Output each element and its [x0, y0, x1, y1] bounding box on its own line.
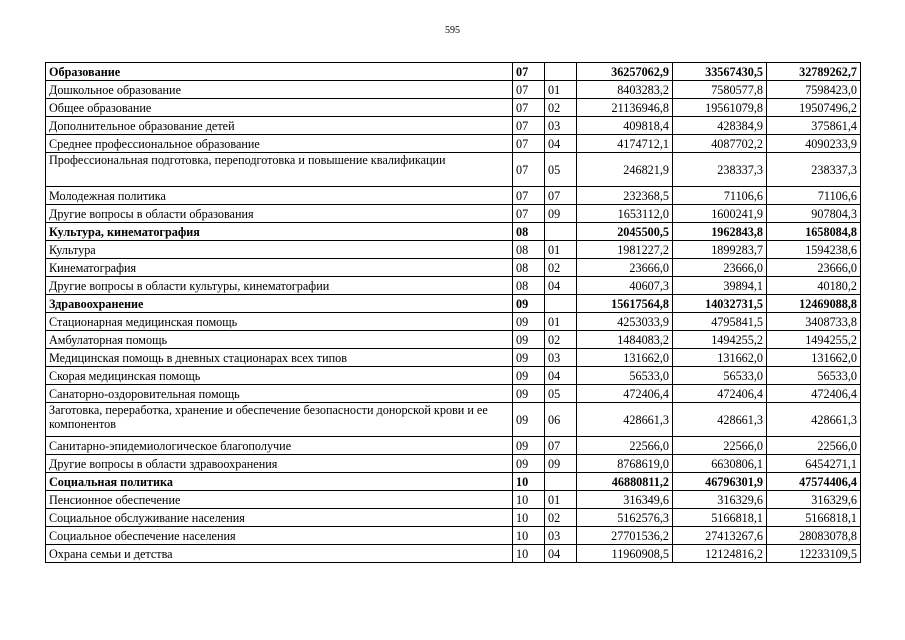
section-code-cell: 09 — [513, 455, 545, 473]
section-code-cell: 10 — [513, 509, 545, 527]
amount-cell-1: 46880811,2 — [577, 473, 673, 491]
section-code-cell: 08 — [513, 241, 545, 259]
amount-cell-2: 1600241,9 — [673, 205, 767, 223]
table-row — [46, 277, 861, 295]
amount-cell-3: 316329,6 — [767, 491, 861, 509]
amount-cell-2: 428384,9 — [673, 117, 767, 135]
row-name-cell: Другие вопросы в области образования — [46, 205, 513, 223]
subsection-code-cell — [545, 63, 577, 81]
amount-cell-1: 23666,0 — [577, 259, 673, 277]
row-name-cell: Образование — [46, 63, 513, 81]
amount-cell-3: 907804,3 — [767, 205, 861, 223]
subsection-code-cell: 02 — [545, 331, 577, 349]
amount-cell-2: 12124816,2 — [673, 545, 767, 563]
amount-cell-2: 46796301,9 — [673, 473, 767, 491]
section-code-cell: 09 — [513, 367, 545, 385]
row-name-cell: Социальное обслуживание населения — [46, 509, 513, 527]
amount-cell-2: 4087702,2 — [673, 135, 767, 153]
table-row — [46, 81, 861, 99]
amount-cell-2: 6630806,1 — [673, 455, 767, 473]
amount-cell-1: 56533,0 — [577, 367, 673, 385]
subsection-code-cell: 01 — [545, 81, 577, 99]
subsection-code-cell: 01 — [545, 491, 577, 509]
subsection-code-cell: 02 — [545, 509, 577, 527]
amount-cell-1: 246821,9 — [577, 153, 673, 187]
table-section-row — [46, 473, 861, 491]
subsection-code-cell: 04 — [545, 135, 577, 153]
amount-cell-1: 472406,4 — [577, 385, 673, 403]
section-code-cell: 07 — [513, 117, 545, 135]
page-number: 595 — [445, 25, 460, 36]
table-row — [46, 117, 861, 135]
section-code-cell: 07 — [513, 135, 545, 153]
table-row — [46, 153, 861, 187]
section-code-cell: 09 — [513, 313, 545, 331]
budget-table-body — [46, 63, 861, 563]
amount-cell-2: 33567430,5 — [673, 63, 767, 81]
row-name-cell: Скорая медицинская помощь — [46, 367, 513, 385]
row-name-cell: Социальное обеспечение населения — [46, 527, 513, 545]
row-name-cell: Общее образование — [46, 99, 513, 117]
section-code-cell: 09 — [513, 385, 545, 403]
subsection-code-cell: 03 — [545, 117, 577, 135]
amount-cell-1: 27701536,2 — [577, 527, 673, 545]
amount-cell-1: 428661,3 — [577, 403, 673, 437]
amount-cell-3: 5166818,1 — [767, 509, 861, 527]
amount-cell-2: 27413267,6 — [673, 527, 767, 545]
subsection-code-cell: 04 — [545, 277, 577, 295]
amount-cell-3: 3408733,8 — [767, 313, 861, 331]
subsection-code-cell: 09 — [545, 205, 577, 223]
section-code-cell: 07 — [513, 205, 545, 223]
amount-cell-1: 232368,5 — [577, 187, 673, 205]
row-name-cell: Культура — [46, 241, 513, 259]
row-name-cell: Амбулаторная помощь — [46, 331, 513, 349]
section-code-cell: 09 — [513, 437, 545, 455]
table-row — [46, 135, 861, 153]
amount-cell-3: 22566,0 — [767, 437, 861, 455]
row-name-cell: Пенсионное обеспечение — [46, 491, 513, 509]
subsection-code-cell: 03 — [545, 527, 577, 545]
table-row — [46, 313, 861, 331]
subsection-code-cell: 09 — [545, 455, 577, 473]
amount-cell-3: 1494255,2 — [767, 331, 861, 349]
subsection-code-cell: 01 — [545, 241, 577, 259]
amount-cell-1: 316349,6 — [577, 491, 673, 509]
table-row — [46, 491, 861, 509]
amount-cell-3: 56533,0 — [767, 367, 861, 385]
amount-cell-1: 21136946,8 — [577, 99, 673, 117]
amount-cell-2: 7580577,8 — [673, 81, 767, 99]
subsection-code-cell: 05 — [545, 385, 577, 403]
row-name-cell: Профессиональная подготовка, переподготовка и повышение квалификации — [46, 153, 513, 187]
row-name-cell: Кинематография — [46, 259, 513, 277]
section-code-cell: 10 — [513, 491, 545, 509]
table-row — [46, 331, 861, 349]
amount-cell-3: 7598423,0 — [767, 81, 861, 99]
section-code-cell: 08 — [513, 259, 545, 277]
amount-cell-2: 14032731,5 — [673, 295, 767, 313]
amount-cell-1: 22566,0 — [577, 437, 673, 455]
table-row — [46, 259, 861, 277]
amount-cell-3: 1658084,8 — [767, 223, 861, 241]
amount-cell-3: 472406,4 — [767, 385, 861, 403]
amount-cell-2: 238337,3 — [673, 153, 767, 187]
row-name-cell: Санаторно-оздоровительная помощь — [46, 385, 513, 403]
subsection-code-cell — [545, 295, 577, 313]
table-row — [46, 241, 861, 259]
amount-cell-2: 56533,0 — [673, 367, 767, 385]
section-code-cell: 10 — [513, 545, 545, 563]
subsection-code-cell: 02 — [545, 259, 577, 277]
table-row — [46, 385, 861, 403]
row-name-cell: Молодежная политика — [46, 187, 513, 205]
amount-cell-3: 23666,0 — [767, 259, 861, 277]
row-name-cell: Здравоохранение — [46, 295, 513, 313]
table-row — [46, 545, 861, 563]
amount-cell-2: 1962843,8 — [673, 223, 767, 241]
table-row — [46, 527, 861, 545]
section-code-cell: 07 — [513, 187, 545, 205]
amount-cell-2: 23666,0 — [673, 259, 767, 277]
table-row — [46, 437, 861, 455]
section-code-cell: 08 — [513, 277, 545, 295]
table-row — [46, 367, 861, 385]
amount-cell-3: 71106,6 — [767, 187, 861, 205]
section-code-cell: 08 — [513, 223, 545, 241]
row-name-cell: Дошкольное образование — [46, 81, 513, 99]
amount-cell-3: 375861,4 — [767, 117, 861, 135]
amount-cell-3: 40180,2 — [767, 277, 861, 295]
amount-cell-1: 4253033,9 — [577, 313, 673, 331]
section-code-cell: 09 — [513, 331, 545, 349]
section-code-cell: 10 — [513, 473, 545, 491]
amount-cell-2: 71106,6 — [673, 187, 767, 205]
table-row — [46, 205, 861, 223]
section-code-cell: 07 — [513, 81, 545, 99]
amount-cell-2: 5166818,1 — [673, 509, 767, 527]
amount-cell-2: 1494255,2 — [673, 331, 767, 349]
amount-cell-1: 1484083,2 — [577, 331, 673, 349]
row-name-cell: Медицинская помощь в дневных стационарах всех типов — [46, 349, 513, 367]
section-code-cell: 07 — [513, 63, 545, 81]
amount-cell-2: 39894,1 — [673, 277, 767, 295]
amount-cell-2: 4795841,5 — [673, 313, 767, 331]
amount-cell-1: 4174712,1 — [577, 135, 673, 153]
section-code-cell: 09 — [513, 403, 545, 437]
section-code-cell: 07 — [513, 99, 545, 117]
amount-cell-1: 8403283,2 — [577, 81, 673, 99]
subsection-code-cell: 03 — [545, 349, 577, 367]
amount-cell-2: 131662,0 — [673, 349, 767, 367]
subsection-code-cell — [545, 223, 577, 241]
amount-cell-1: 5162576,3 — [577, 509, 673, 527]
amount-cell-3: 4090233,9 — [767, 135, 861, 153]
subsection-code-cell: 04 — [545, 545, 577, 563]
table-section-row — [46, 223, 861, 241]
row-name-cell: Другие вопросы в области здравоохранения — [46, 455, 513, 473]
table-row — [46, 403, 861, 437]
amount-cell-1: 1981227,2 — [577, 241, 673, 259]
section-code-cell: 09 — [513, 349, 545, 367]
amount-cell-3: 28083078,8 — [767, 527, 861, 545]
amount-cell-2: 472406,4 — [673, 385, 767, 403]
amount-cell-3: 428661,3 — [767, 403, 861, 437]
subsection-code-cell: 01 — [545, 313, 577, 331]
table-section-row — [46, 295, 861, 313]
amount-cell-1: 11960908,5 — [577, 545, 673, 563]
subsection-code-cell: 02 — [545, 99, 577, 117]
subsection-code-cell: 07 — [545, 187, 577, 205]
amount-cell-2: 428661,3 — [673, 403, 767, 437]
amount-cell-2: 19561079,8 — [673, 99, 767, 117]
amount-cell-1: 40607,3 — [577, 277, 673, 295]
amount-cell-2: 316329,6 — [673, 491, 767, 509]
subsection-code-cell: 06 — [545, 403, 577, 437]
amount-cell-3: 19507496,2 — [767, 99, 861, 117]
row-name-cell: Культура, кинематография — [46, 223, 513, 241]
amount-cell-1: 1653112,0 — [577, 205, 673, 223]
row-name-cell: Охрана семьи и детства — [46, 545, 513, 563]
amount-cell-1: 36257062,9 — [577, 63, 673, 81]
amount-cell-1: 409818,4 — [577, 117, 673, 135]
amount-cell-1: 131662,0 — [577, 349, 673, 367]
amount-cell-2: 22566,0 — [673, 437, 767, 455]
budget-table — [45, 62, 861, 563]
row-name-cell: Другие вопросы в области культуры, кинематографии — [46, 277, 513, 295]
row-name-cell: Санитарно-эпидемиологическое благополучие — [46, 437, 513, 455]
amount-cell-3: 1594238,6 — [767, 241, 861, 259]
amount-cell-3: 12469088,8 — [767, 295, 861, 313]
amount-cell-1: 15617564,8 — [577, 295, 673, 313]
section-code-cell: 10 — [513, 527, 545, 545]
amount-cell-3: 32789262,7 — [767, 63, 861, 81]
row-name-cell: Стационарная медицинская помощь — [46, 313, 513, 331]
row-name-cell: Социальная политика — [46, 473, 513, 491]
amount-cell-1: 8768619,0 — [577, 455, 673, 473]
table-row — [46, 509, 861, 527]
amount-cell-2: 1899283,7 — [673, 241, 767, 259]
subsection-code-cell — [545, 473, 577, 491]
table-row — [46, 99, 861, 117]
subsection-code-cell: 07 — [545, 437, 577, 455]
amount-cell-1: 2045500,5 — [577, 223, 673, 241]
table-section-row — [46, 63, 861, 81]
row-name-cell: Среднее профессиональное образование — [46, 135, 513, 153]
section-code-cell: 07 — [513, 153, 545, 187]
table-row — [46, 455, 861, 473]
amount-cell-3: 6454271,1 — [767, 455, 861, 473]
section-code-cell: 09 — [513, 295, 545, 313]
amount-cell-3: 47574406,4 — [767, 473, 861, 491]
table-row — [46, 187, 861, 205]
row-name-cell: Дополнительное образование детей — [46, 117, 513, 135]
subsection-code-cell: 04 — [545, 367, 577, 385]
table-row — [46, 349, 861, 367]
row-name-cell: Заготовка, переработка, хранение и обеспечение безопасности донорской крови и ее компонентов — [46, 403, 513, 437]
amount-cell-3: 131662,0 — [767, 349, 861, 367]
amount-cell-3: 12233109,5 — [767, 545, 861, 563]
subsection-code-cell: 05 — [545, 153, 577, 187]
amount-cell-3: 238337,3 — [767, 153, 861, 187]
